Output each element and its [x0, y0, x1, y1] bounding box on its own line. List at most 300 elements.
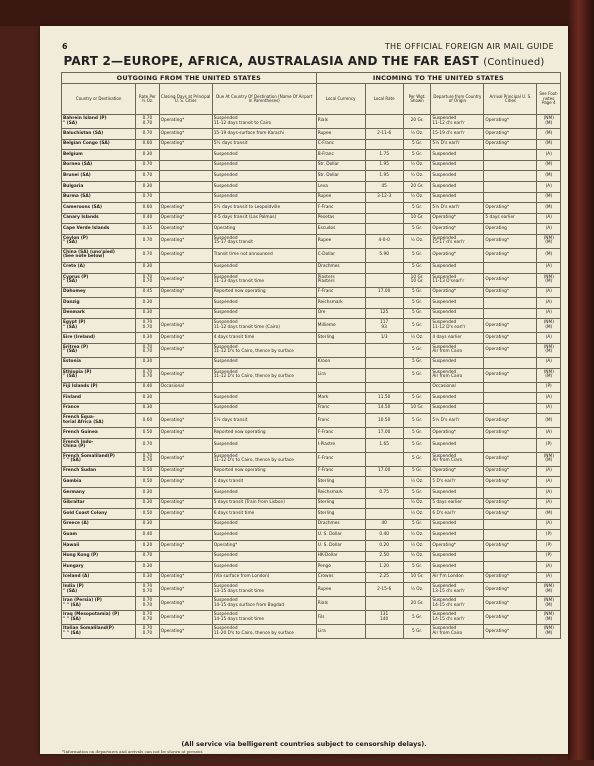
- table-row: [62, 452, 561, 466]
- cell-footnote: (A): [537, 213, 561, 224]
- cell-rate: 0.30: [136, 498, 159, 509]
- table-row: [62, 414, 561, 428]
- cell-rate: 0.70 0.70: [136, 115, 159, 129]
- cell-local-rate: 45: [365, 181, 403, 192]
- cell-country: Germany: [62, 488, 136, 499]
- cell-arrival: [484, 262, 537, 273]
- table-row: [62, 343, 561, 357]
- cell-rate: 0.70 0.70: [136, 273, 159, 287]
- cell-arrival: [484, 298, 537, 309]
- table-row: [62, 572, 561, 583]
- cell-currency: [316, 343, 365, 357]
- cell-footnote: (A): [537, 262, 561, 273]
- table-row: [62, 192, 561, 203]
- table-row: [62, 551, 561, 562]
- cell-country: Borneo (SA): [62, 160, 136, 171]
- cell-currency: U. S. Dollar: [316, 541, 365, 552]
- cell-due: Suspended 11-13 days transit time: [212, 273, 316, 287]
- table-row: [62, 382, 561, 393]
- cell-due: Suspended: [212, 551, 316, 562]
- cell-arrival: Operating*: [484, 428, 537, 439]
- cell-closing: Operating*: [159, 368, 212, 382]
- cell-country: Danzig: [62, 298, 136, 309]
- cell-due: Suspended 11-12 D's to Cairo, thence by surface: [212, 368, 316, 382]
- cell-closing: [159, 181, 212, 192]
- cell-due: Suspended: [212, 357, 316, 368]
- cell-local-rate: 2-15-6: [365, 583, 403, 597]
- cell-due: 15-19 days-surface from Karachi: [212, 129, 316, 140]
- cell-due: Suspended 11-20 D's to Cairo, thence by surface: [212, 625, 316, 639]
- cell-country: Baluchistan (SA): [62, 129, 136, 140]
- cell-closing: Operating*: [159, 498, 212, 509]
- cell-per-wgt: 10 Gr. 10 Gr.: [403, 273, 431, 287]
- cell-closing: Operating*: [159, 129, 212, 140]
- cell-due: Suspended 14-15 days transit time: [212, 611, 316, 625]
- cell-departure: Operating*: [431, 248, 484, 262]
- cell-rate: 0.70 0.70: [136, 625, 159, 639]
- cell-country: Ceylon (P) " (SA): [62, 234, 136, 248]
- cell-footnote: (NM) (M): [537, 368, 561, 382]
- cell-local-rate: [365, 115, 403, 129]
- cell-arrival: [484, 160, 537, 171]
- cell-due: 6 days transit time: [212, 509, 316, 520]
- cell-rate: 0.20: [136, 541, 159, 552]
- cell-footnote: (A): [537, 572, 561, 583]
- cell-country: Cape Verde Islands: [62, 224, 136, 235]
- cell-departure: Suspended 14-15 d's earl'r: [431, 611, 484, 625]
- cell-country: Burma (SA): [62, 192, 136, 203]
- cell-currency: Franc: [316, 403, 365, 414]
- cell-departure: Operating*: [431, 287, 484, 298]
- cell-closing: Operating*: [159, 572, 212, 583]
- cell-rate: 0.50: [136, 428, 159, 439]
- cell-rate: 0.30: [136, 393, 159, 404]
- cell-departure: Suspended 11-13 D'searl'r: [431, 273, 484, 287]
- cell-closing: [159, 403, 212, 414]
- cell-rate: 0.70 0.70: [136, 597, 159, 611]
- cell-departure: Operating*: [431, 541, 484, 552]
- cell-departure: Suspended Air from Cairo: [431, 343, 484, 357]
- cell-departure: Operating*: [431, 224, 484, 235]
- cell-local-rate: [365, 224, 403, 235]
- cell-footnote: (A): [537, 333, 561, 344]
- cell-local-rate: 17.00: [365, 466, 403, 477]
- cell-rate: 0.70: [136, 171, 159, 182]
- book-cover-edge: [568, 0, 594, 760]
- table-row: [62, 287, 561, 298]
- cell-local-rate: 14.50: [365, 403, 403, 414]
- cell-closing: Operating*: [159, 611, 212, 625]
- cell-per-wgt: 5 Gr.: [403, 319, 431, 333]
- cell-rate: 0.70: [136, 192, 159, 203]
- cell-per-wgt: ½ Oz.: [403, 509, 431, 520]
- table-row: [62, 262, 561, 273]
- cell-closing: [159, 262, 212, 273]
- cell-arrival: Operating*: [484, 583, 537, 597]
- info-footnote: *Information on departures and arrivals can not be shown at present.: [62, 749, 204, 754]
- cell-rate: 0.60: [136, 203, 159, 214]
- cell-rate: 0.30: [136, 488, 159, 499]
- cell-per-wgt: 5 Gr.: [403, 562, 431, 573]
- cell-currency: U. S. Dollar: [316, 530, 365, 541]
- cell-departure: Suspended 15-17 d's earl'r: [431, 234, 484, 248]
- cell-footnote: (P): [537, 382, 561, 393]
- col-country: Country or Destination: [62, 84, 136, 115]
- cell-closing: Operating*: [159, 597, 212, 611]
- table-row: [62, 115, 561, 129]
- cell-currency: B-Franc: [316, 150, 365, 161]
- cell-rate: 0.50: [136, 477, 159, 488]
- cell-per-wgt: 5 Gr.: [403, 287, 431, 298]
- cell-country: Belgium: [62, 150, 136, 161]
- cell-currency: Str. Dollar: [316, 171, 365, 182]
- cell-country: Cameroons (SA): [62, 203, 136, 214]
- cell-due: 4 days transit time: [212, 333, 316, 344]
- col-per-wgt: Per Wgt. Shown: [403, 84, 431, 115]
- cell-country: Eire (Ireland): [62, 333, 136, 344]
- cell-departure: Suspended: [431, 171, 484, 182]
- cell-departure: 6 D's earl'r: [431, 509, 484, 520]
- title-continued: (Continued): [483, 57, 545, 68]
- cell-per-wgt: 10 Gr.: [403, 403, 431, 414]
- cell-due: 5½ days transit to Leopoldville: [212, 203, 316, 214]
- cell-arrival: [484, 181, 537, 192]
- cell-departure: Occasional: [431, 382, 484, 393]
- cell-footnote: (P): [537, 530, 561, 541]
- cell-local-rate: [365, 273, 403, 287]
- cell-currency: Rupee: [316, 129, 365, 140]
- cell-due: Suspended: [212, 150, 316, 161]
- cell-rate: 0.60: [136, 139, 159, 150]
- cell-closing: [159, 357, 212, 368]
- cell-closing: Operating*: [159, 287, 212, 298]
- cell-closing: [159, 308, 212, 319]
- cell-arrival: Operating*: [484, 115, 537, 129]
- cell-departure: 5 D's earl'r: [431, 477, 484, 488]
- cell-arrival: [484, 192, 537, 203]
- cell-rate: 0.60: [136, 414, 159, 428]
- cell-local-rate: [365, 298, 403, 309]
- cell-departure: Air f'm London: [431, 572, 484, 583]
- cell-closing: Operating*: [159, 509, 212, 520]
- cell-due: Suspended: [212, 488, 316, 499]
- cell-currency: F-Franc: [316, 287, 365, 298]
- cell-rate: 0.50: [136, 466, 159, 477]
- cell-currency: C-Franc: [316, 139, 365, 150]
- cell-per-wgt: 5 Gr.: [403, 357, 431, 368]
- cell-footnote: (NM) (M): [537, 234, 561, 248]
- table-row: [62, 248, 561, 262]
- cell-arrival: Operating*: [484, 319, 537, 333]
- cell-departure: Suspended: [431, 192, 484, 203]
- page-title: [40, 54, 568, 68]
- cell-arrival: Operating*: [484, 333, 537, 344]
- cell-arrival: Operating*: [484, 414, 537, 428]
- cell-closing: Operating*: [159, 234, 212, 248]
- cell-rate: 0.70: [136, 234, 159, 248]
- cell-per-wgt: 10 Gr.: [403, 213, 431, 224]
- cell-closing: Operating*: [159, 414, 212, 428]
- cell-rate: 0.30: [136, 357, 159, 368]
- cell-closing: Operating*: [159, 139, 212, 150]
- cell-closing: Operating*: [159, 203, 212, 214]
- cell-country: Gambia: [62, 477, 136, 488]
- cell-departure: Operating*: [431, 213, 484, 224]
- cell-per-wgt: 5 Gr.: [403, 611, 431, 625]
- cell-local-rate: 131 140: [365, 611, 403, 625]
- cell-arrival: [484, 150, 537, 161]
- cell-departure: Suspended: [431, 530, 484, 541]
- cell-closing: Operating*: [159, 333, 212, 344]
- cell-departure: 5 days earlier: [431, 498, 484, 509]
- cell-country: Iraq (Mesopotamia) (P) " " (SA): [62, 611, 136, 625]
- cell-rate: 0.40: [136, 213, 159, 224]
- cell-due: Suspended: [212, 403, 316, 414]
- cell-closing: Operating*: [159, 319, 212, 333]
- cell-local-rate: [365, 368, 403, 382]
- cell-footnote: (A): [537, 357, 561, 368]
- cell-footnote: (A): [537, 150, 561, 161]
- cell-local-rate: 4-0-0: [365, 234, 403, 248]
- cell-country: French Somaliland(P) " " (SA): [62, 452, 136, 466]
- page-number: 6: [62, 42, 68, 51]
- cell-footnote: (M): [537, 248, 561, 262]
- cell-footnote: (NM) (M): [537, 583, 561, 597]
- cell-currency: Franc: [316, 414, 365, 428]
- cell-rate: 0.70: [136, 438, 159, 452]
- cell-footnote: (M): [537, 203, 561, 214]
- cell-footnote: (A): [537, 393, 561, 404]
- cell-departure: Suspended: [431, 562, 484, 573]
- cell-currency: F-Franc: [316, 452, 365, 466]
- cell-rate: 0.30: [136, 562, 159, 573]
- cell-local-rate: [365, 477, 403, 488]
- cell-local-rate: 17.00: [365, 287, 403, 298]
- cell-country: Estonia: [62, 357, 136, 368]
- cell-rate: 0.70 0.70: [136, 343, 159, 357]
- cell-closing: Operating*: [159, 273, 212, 287]
- col-local-rate: Local Rate: [365, 84, 403, 115]
- table-row: [62, 403, 561, 414]
- cell-per-wgt: 20 Gr.: [403, 597, 431, 611]
- table-row: [62, 181, 561, 192]
- cell-due: Reported now operating: [212, 466, 316, 477]
- cell-country: French Guinea: [62, 428, 136, 439]
- cell-departure: Suspended: [431, 393, 484, 404]
- cell-footnote: (P): [537, 551, 561, 562]
- cell-local-rate: 10.50: [365, 414, 403, 428]
- title-text: PART 2—EUROPE, AFRICA, AUSTRALASIA AND THE FAR EAST: [63, 54, 479, 68]
- cell-currency: Pengo: [316, 562, 365, 573]
- cell-country: Egypt (P) " (SA): [62, 319, 136, 333]
- cell-rate: 0.35: [136, 224, 159, 235]
- cell-local-rate: 5.90: [365, 248, 403, 262]
- cell-country: Ethiopia (P) " (SA): [62, 368, 136, 382]
- cell-local-rate: [365, 597, 403, 611]
- cell-currency: Sterling: [316, 477, 365, 488]
- cell-arrival: Operating*: [484, 498, 537, 509]
- cell-per-wgt: 5 Gr.: [403, 262, 431, 273]
- cell-arrival: Operating*: [484, 368, 537, 382]
- cell-country: Bulgaria: [62, 181, 136, 192]
- cell-arrival: [484, 403, 537, 414]
- cell-due: Reported now operating: [212, 428, 316, 439]
- cell-footnote: (NM) (M): [537, 273, 561, 287]
- table-row: [62, 298, 561, 309]
- cell-currency: Drachmes: [316, 519, 365, 530]
- cell-arrival: Operating*: [484, 203, 537, 214]
- table-row: [62, 428, 561, 439]
- cell-per-wgt: 5 Gr.: [403, 203, 431, 214]
- table-row: [62, 213, 561, 224]
- cell-per-wgt: 5 Gr.: [403, 139, 431, 150]
- cell-local-rate: [365, 213, 403, 224]
- cell-currency: Rupee: [316, 234, 365, 248]
- table-row: [62, 319, 561, 333]
- cell-due: Transit time not announced: [212, 248, 316, 262]
- cell-currency: Fils: [316, 611, 365, 625]
- cell-closing: Operating*: [159, 452, 212, 466]
- cell-currency: [316, 382, 365, 393]
- cell-arrival: [484, 438, 537, 452]
- cell-rate: 0.30: [136, 572, 159, 583]
- cell-currency: Kroon: [316, 357, 365, 368]
- cell-per-wgt: ½ Oz.: [403, 530, 431, 541]
- cell-per-wgt: 5 Gr.: [403, 308, 431, 319]
- cell-footnote: (A): [537, 466, 561, 477]
- cell-departure: Suspended: [431, 308, 484, 319]
- cell-arrival: Operating*: [484, 248, 537, 262]
- cell-country: Finland: [62, 393, 136, 404]
- cell-footnote: (P): [537, 541, 561, 552]
- cell-closing: Operating*: [159, 213, 212, 224]
- cell-departure: Suspended: [431, 403, 484, 414]
- cell-rate: 0.30: [136, 403, 159, 414]
- cell-per-wgt: 5 Gr.: [403, 393, 431, 404]
- table-row: [62, 477, 561, 488]
- cell-local-rate: 2-11-6: [365, 129, 403, 140]
- cell-due: Suspended 11-12 D's to Cairo, thence by surface: [212, 452, 316, 466]
- cell-currency: Reichsmark: [316, 298, 365, 309]
- cell-due: 5 days transit (Train from Lisbon): [212, 498, 316, 509]
- cell-local-rate: [365, 498, 403, 509]
- cell-local-rate: [365, 509, 403, 520]
- table-row: [62, 509, 561, 520]
- cell-departure: Suspended: [431, 181, 484, 192]
- cell-footnote: (NM) (M): [537, 343, 561, 357]
- cell-per-wgt: ½ Oz.: [403, 234, 431, 248]
- cell-local-rate: 1.75: [365, 150, 403, 161]
- cell-currency: Sterling: [316, 333, 365, 344]
- cell-arrival: Operating*: [484, 273, 537, 287]
- cell-per-wgt: ½ Oz.: [403, 551, 431, 562]
- cell-departure: Suspended: [431, 438, 484, 452]
- col-departure: Departure from Country of Origin: [431, 84, 484, 115]
- cell-rate: 0.70 0.70: [136, 611, 159, 625]
- cell-due: Suspended: [212, 181, 316, 192]
- cell-due: Suspended: [212, 438, 316, 452]
- cell-due: Operating*: [212, 541, 316, 552]
- cell-arrival: Operating*: [484, 597, 537, 611]
- cell-arrival: Operating*: [484, 343, 537, 357]
- table-row: [62, 368, 561, 382]
- cell-footnote: (A): [537, 308, 561, 319]
- cell-local-rate: 3-12-3: [365, 192, 403, 203]
- cell-departure: 5½ D's earl'r: [431, 414, 484, 428]
- cell-currency: Str. Dollar: [316, 160, 365, 171]
- cell-rate: 0.40: [136, 530, 159, 541]
- cell-per-wgt: ½ Oz.: [403, 160, 431, 171]
- cell-closing: Operating*: [159, 541, 212, 552]
- cell-footnote: (A): [537, 181, 561, 192]
- cell-local-rate: 0.40: [365, 530, 403, 541]
- cell-departure: Suspended 11-12 d's earl'r: [431, 115, 484, 129]
- cell-per-wgt: 5 Gr.: [403, 414, 431, 428]
- cell-currency: Rials: [316, 597, 365, 611]
- cell-rate: 0.70: [136, 551, 159, 562]
- cell-local-rate: 11.50: [365, 393, 403, 404]
- table-row: [62, 273, 561, 287]
- cell-country: Eritrea (P) " (SA): [62, 343, 136, 357]
- guide-page: [40, 26, 568, 766]
- cell-per-wgt: 20 Gr.: [403, 115, 431, 129]
- table-row: [62, 541, 561, 552]
- cell-currency: F-Franc: [316, 466, 365, 477]
- cell-arrival: Operating*: [484, 466, 537, 477]
- cell-due: Suspended 11-12 days transit to Cairo: [212, 115, 316, 129]
- cell-due: Suspended 11-12 D's to Cairo, thence by surface: [212, 343, 316, 357]
- cell-country: French Sudan: [62, 466, 136, 477]
- cell-currency: Sterling: [316, 498, 365, 509]
- cell-departure: 15-19 d's earl'r: [431, 129, 484, 140]
- cell-footnote: (A): [537, 498, 561, 509]
- table-row: [62, 150, 561, 161]
- table-row: [62, 611, 561, 625]
- table-row: [62, 234, 561, 248]
- rates-table: [61, 72, 561, 639]
- cell-currency: Reichsmark: [316, 488, 365, 499]
- table-row: [62, 488, 561, 499]
- cell-arrival: Operating*: [484, 541, 537, 552]
- china-note: Note—Letter mails for unoccupied China will be accepted for dispatch to India by surface means and thence onward to destination by air, when prepaid at the rate of 35 cents per half-ounce in addition to ordinary postage. Such letters should bear the "By Air Mail/Par Avion" label and be marked "From India.": [62, 756, 555, 766]
- cell-local-rate: [365, 382, 403, 393]
- cell-country: Hungary: [62, 562, 136, 573]
- cell-due: Suspended 14-15 days surface from Bagdad: [212, 597, 316, 611]
- cell-country: Hong Kong (P): [62, 551, 136, 562]
- table-row: [62, 203, 561, 214]
- table-row: [62, 139, 561, 150]
- cell-departure: 5½ D's earl'r: [431, 203, 484, 214]
- cell-rate: 0.40: [136, 382, 159, 393]
- cell-rate: 0.30: [136, 308, 159, 319]
- cell-per-wgt: 5 Gr.: [403, 298, 431, 309]
- cell-per-wgt: 5 Gr.: [403, 368, 431, 382]
- cell-country: Greece (A): [62, 519, 136, 530]
- cell-footnote: (A): [537, 477, 561, 488]
- cell-local-rate: [365, 357, 403, 368]
- cell-local-rate: 17.00: [365, 428, 403, 439]
- cell-arrival: Operating*: [484, 625, 537, 639]
- cell-per-wgt: ½ Oz.: [403, 498, 431, 509]
- table-row: [62, 438, 561, 452]
- cell-closing: Operating*: [159, 625, 212, 639]
- col-closing: Closing Days at Principal U. S. Cities: [159, 84, 212, 115]
- cell-footnote: (M): [537, 160, 561, 171]
- cell-departure: Suspended: [431, 160, 484, 171]
- cell-due: Suspended: [212, 308, 316, 319]
- cell-currency: I-Piastre: [316, 438, 365, 452]
- cell-footnote: (NM) (M): [537, 625, 561, 639]
